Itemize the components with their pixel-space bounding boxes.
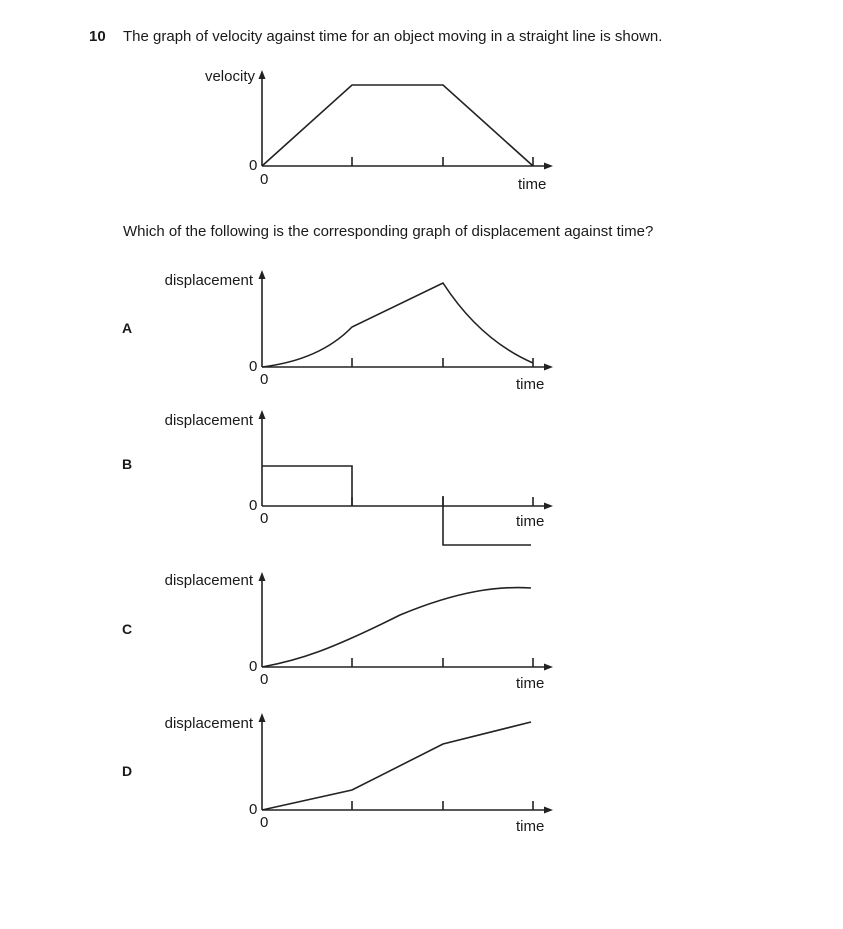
option-c-x-arrow-icon	[544, 664, 553, 671]
option-c-curve	[262, 588, 531, 667]
option-d-x-label: time	[516, 818, 545, 835]
question-number: 10	[89, 28, 106, 45]
option-d-curve	[262, 722, 531, 810]
option-c-y-label: displacement	[164, 572, 253, 589]
velocity-y-origin: 0	[249, 157, 258, 174]
option-c-y-arrow-icon	[259, 572, 266, 581]
option-b-x-arrow-icon	[544, 503, 553, 510]
option-b-y-label: displacement	[164, 412, 253, 429]
option-b-y-origin: 0	[249, 497, 258, 514]
option-c-letter[interactable]: C	[122, 621, 133, 637]
velocity-axis-label: velocity	[204, 68, 255, 85]
option-a-y-label: displacement	[164, 272, 253, 289]
option-b-curve-negative	[443, 496, 531, 545]
option-d-x-origin: 0	[260, 814, 269, 831]
option-a-x-origin: 0	[260, 371, 269, 388]
option-d-y-label: displacement	[164, 715, 253, 732]
option-c-x-label: time	[516, 675, 545, 692]
option-d-y-arrow-icon	[259, 713, 266, 722]
option-b-curve	[262, 466, 352, 506]
option-b-x-origin: 0	[260, 510, 269, 527]
option-b-x-label: time	[516, 513, 545, 530]
option-d-letter[interactable]: D	[122, 763, 133, 779]
option-a-y-origin: 0	[249, 358, 258, 375]
option-a-letter[interactable]: A	[122, 320, 133, 336]
velocity-y-arrow-icon	[259, 70, 266, 79]
option-a-curve	[262, 283, 533, 367]
velocity-x-origin: 0	[260, 171, 269, 188]
option-b-letter[interactable]: B	[122, 456, 133, 472]
velocity-time-label: time	[518, 176, 547, 193]
option-a-y-arrow-icon	[259, 270, 266, 279]
option-a-x-arrow-icon	[544, 364, 553, 371]
option-c-y-origin: 0	[249, 658, 258, 675]
question-stem: The graph of velocity against time for an object moving in a straight line is shown.	[123, 28, 663, 45]
option-d-y-origin: 0	[249, 801, 258, 818]
question-prompt: Which of the following is the corresponding graph of displacement against time?	[123, 223, 654, 240]
option-c-x-origin: 0	[260, 671, 269, 688]
option-d-x-arrow-icon	[544, 807, 553, 814]
velocity-x-arrow-icon	[544, 163, 553, 170]
velocity-curve	[262, 85, 533, 166]
option-b-y-arrow-icon	[259, 410, 266, 419]
option-a-x-label: time	[516, 376, 545, 393]
